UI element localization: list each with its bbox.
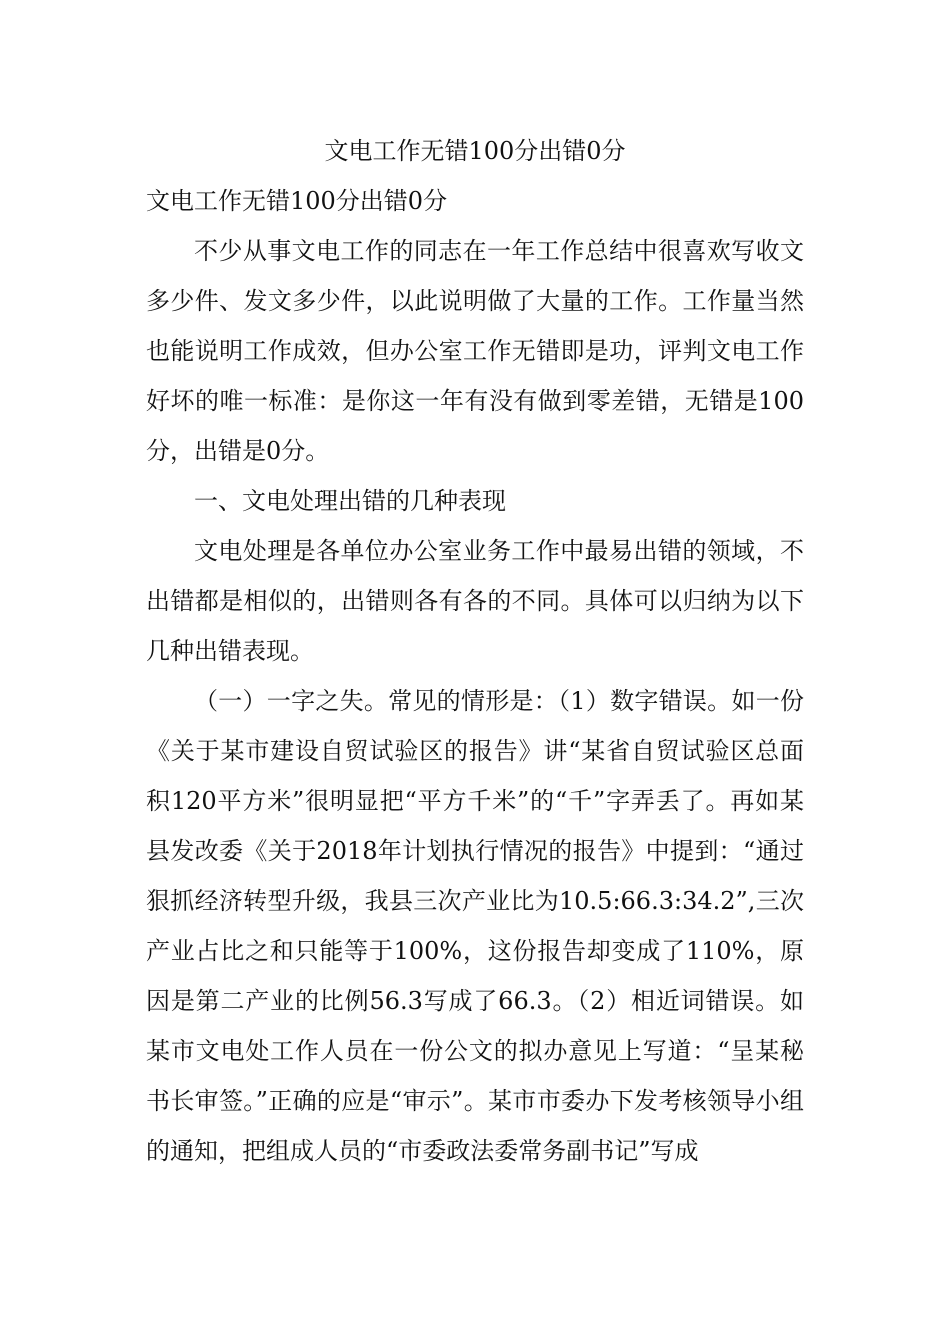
- document-body: [146, 126, 804, 1176]
- document-subtitle: 文电工作无错100分出错0分: [146, 187, 448, 215]
- section-heading: 一、文电处理出错的几种表现: [194, 487, 506, 515]
- paragraph-case-one: （一）一字之失。常见的情形是：（1）数字错误。如一份《关于某市建设自贸试验区的报告》讲“某省自贸试验区总面积120平方米”很明显把“平方千米”的“千”字弄丢了。再如某县发改委《关于2018年计划执行情况的报告》中提到：“通过狠抓经济转型升级，我县三次产业比为10.5:66.3:34.2”,三次产业占比之和只能等于100%，这份报告却变成了110%，原因是第二产业的比例56.3写成了66.3。（2）相近词错误。如某市文电处工作人员在一份公文的拟办意见上写道：“呈某秘书长审签。”正确的应是“审示”。某市市委办下发考核领导小组的通知，把组成人员的“市委政法委常务副书记”写成: [146, 687, 804, 1165]
- paragraph-intro: 不少从事文电工作的同志在一年工作总结中很喜欢写收文多少件、发文多少件，以此说明做了大量的工作。工作量当然也能说明工作成效，但办公室工作无错即是功，评判文电工作好坏的唯一标准：是你这一年有没有做到零差错，无错是100分，出错是0分。: [146, 237, 804, 465]
- document-title: 文电工作无错100分出错0分: [324, 137, 626, 165]
- paragraph-overview: 文电处理是各单位办公室业务工作中最易出错的领域，不出错都是相似的，出错则各有各的不同。具体可以归纳为以下几种出错表现。: [146, 537, 804, 665]
